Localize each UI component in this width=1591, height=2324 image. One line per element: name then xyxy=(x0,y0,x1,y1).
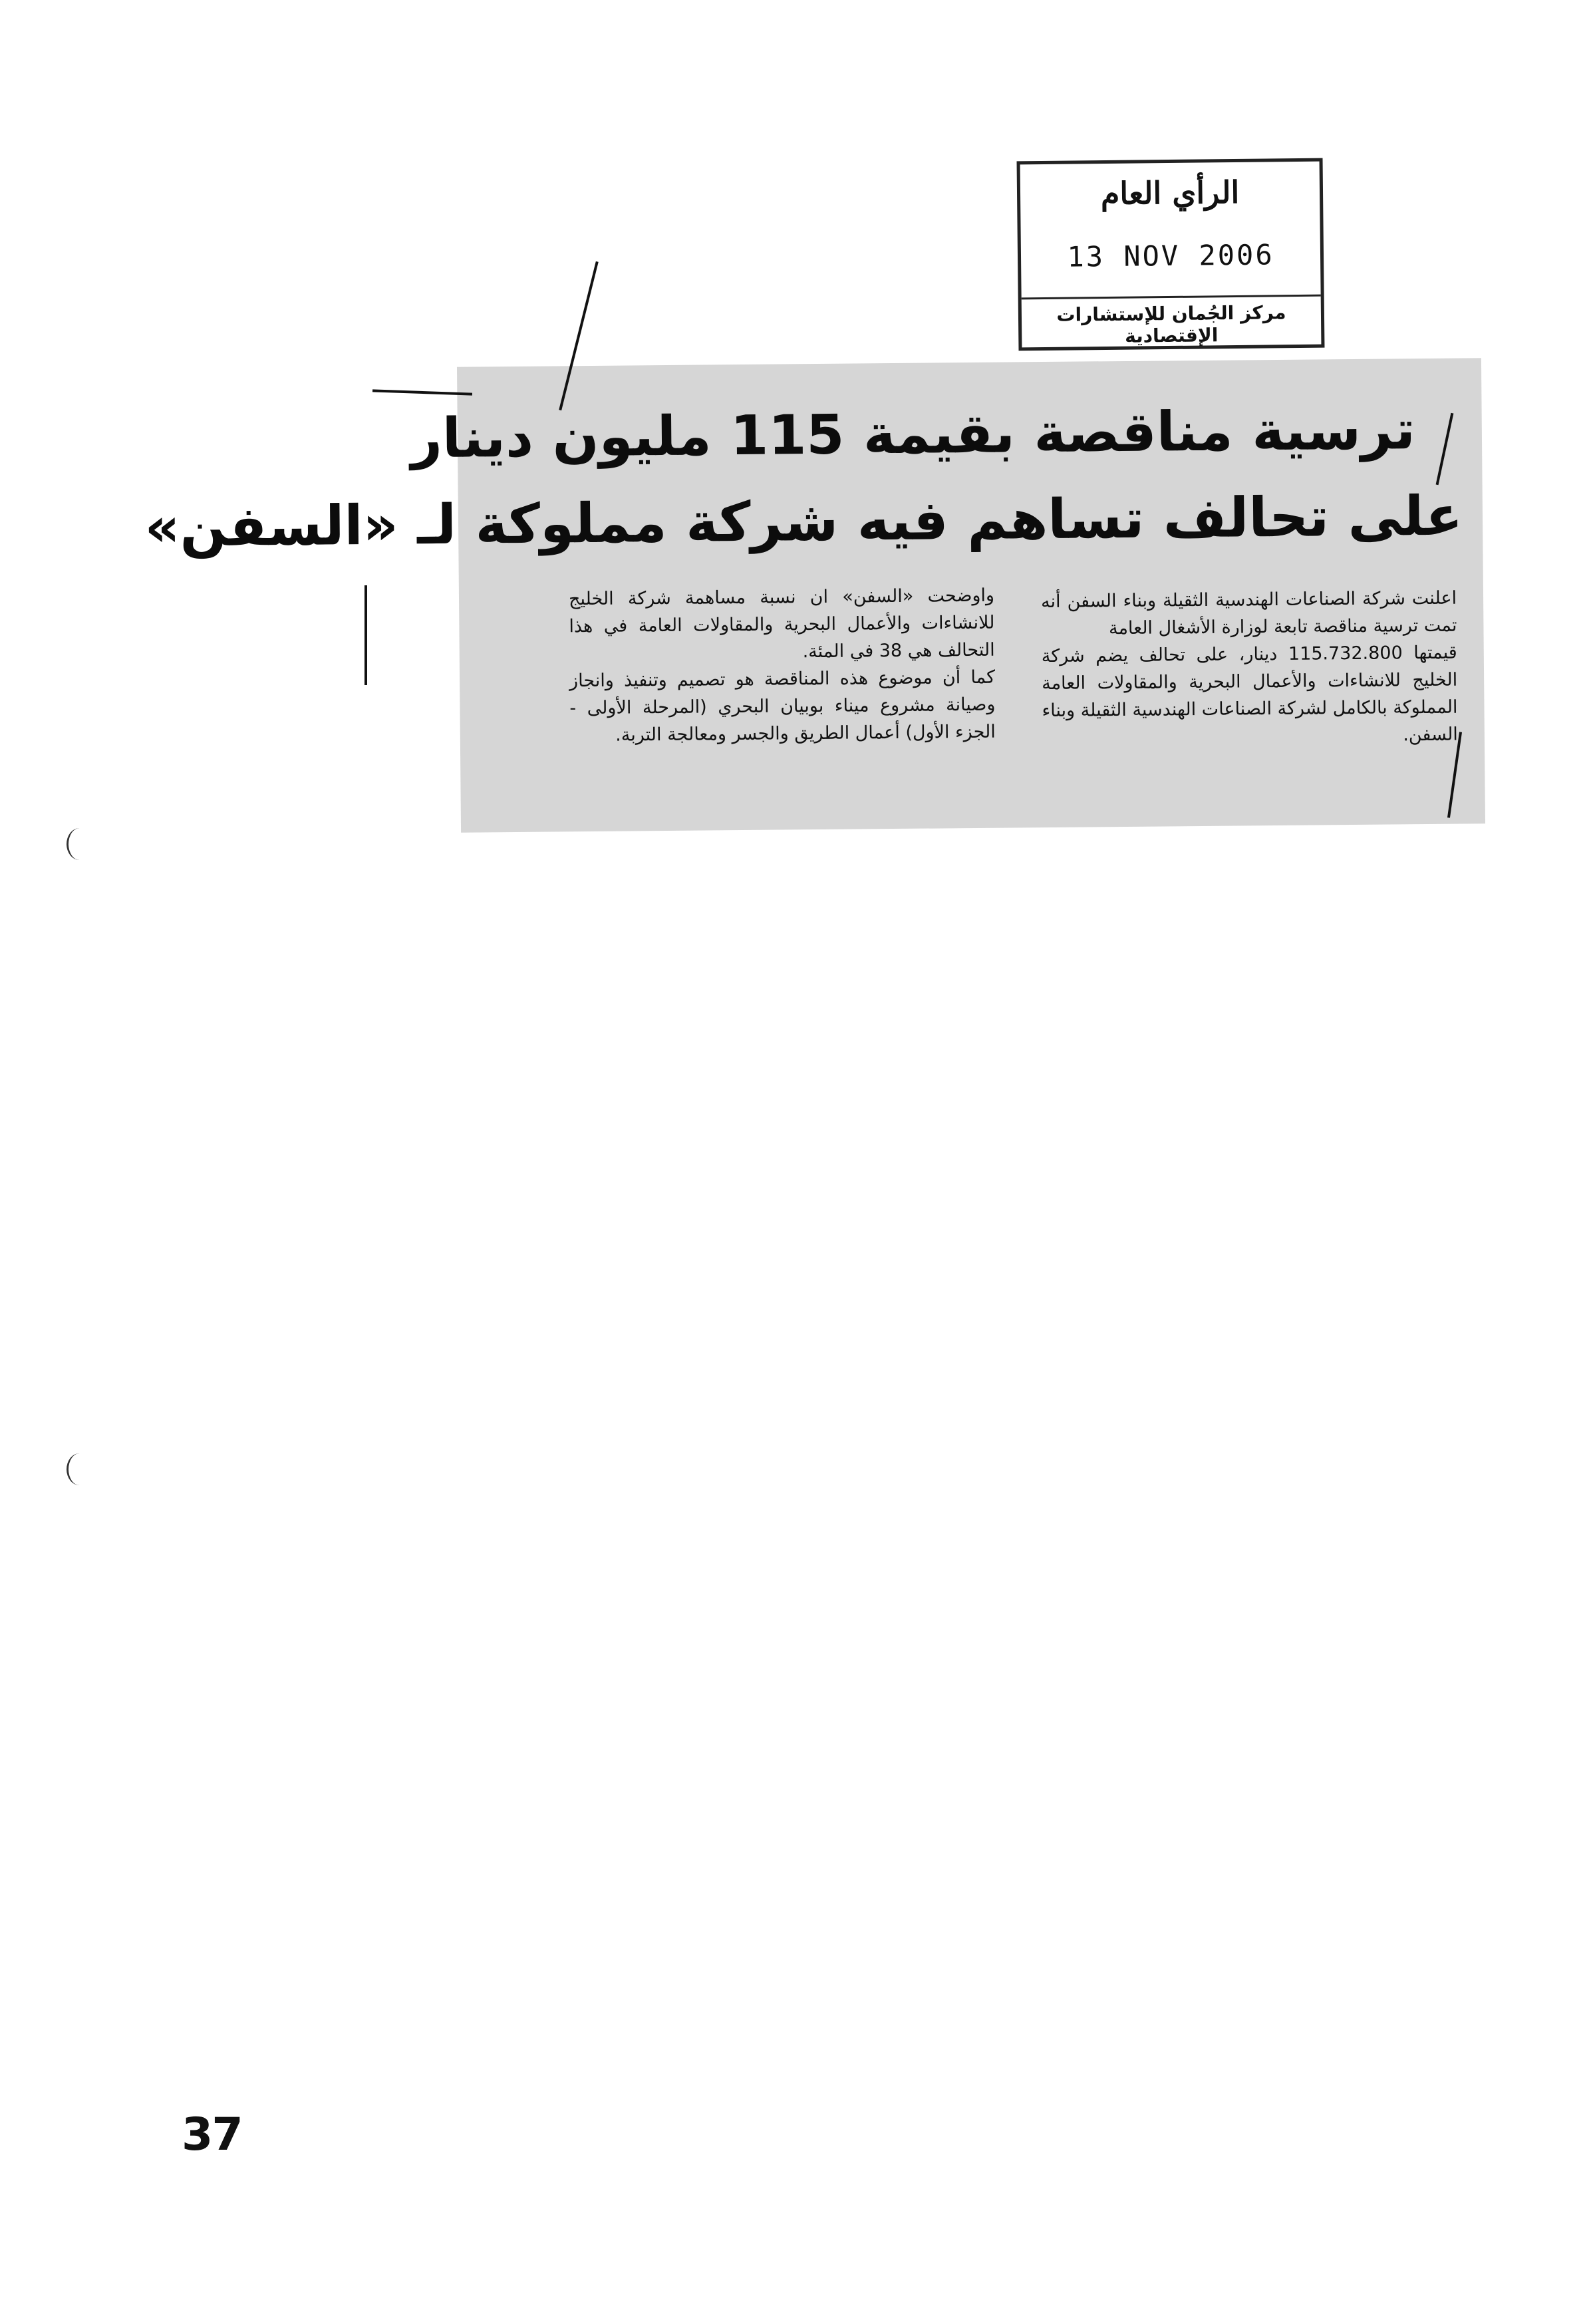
paragraph: واوضحت «السفن» ان نسبة مساهمة شركة الخليج للانشاءات والأعمال البحرية والمقاولات العامة في هذا التحالف هي 38 في المئة. xyxy=(568,585,995,662)
article-column-right xyxy=(1041,585,1458,752)
newspaper-clipping xyxy=(144,358,1485,832)
article-column-left xyxy=(569,582,996,750)
stamp-date: 13 NOV 2006 xyxy=(1067,238,1274,273)
headline-line-1: ترسية مناقصة بقيمة 115 مليون دينار xyxy=(410,398,1416,471)
headline-line-2: على تحالف تساهم فيه شركة مملوكة لـ «السفن» xyxy=(144,484,1463,559)
paragraph: كما أن موضوع هذه المناقصة هو تصميم وتنفيذ وانجاز وصيانة مشروع ميناء بوبيان البحري (المرحلة الأولى - الجزء الأول) أعمال الطريق والجسر ومعالجة التربة. xyxy=(569,666,996,746)
paragraph: قيمتها 115.732.800 دينار، على تحالف يضم شركة الخليج للانشاءات والأعمال البحرية والمقاولات العامة المملوكة بالكامل لشركة الصناعات الهندسية الثقيلة وبناء السفن. xyxy=(1041,642,1458,746)
stamp-divider xyxy=(1022,295,1321,300)
pen-mark xyxy=(364,585,367,685)
punch-hole xyxy=(67,1453,92,1485)
page-number: 37 xyxy=(182,2108,242,2161)
stamp-organization: مركز الجُمان للإستشارات الإقتصادية xyxy=(1056,301,1286,347)
punch-hole xyxy=(67,828,92,860)
paragraph: اعلنت شركة الصناعات الهندسية الثقيلة وبناء السفن أنه تمت ترسية مناقصة تابعة لوزارة الأشغال العامة xyxy=(1040,587,1457,639)
newspaper-date-stamp xyxy=(1017,158,1325,351)
newspaper-name: الرأي العام xyxy=(1100,174,1240,212)
